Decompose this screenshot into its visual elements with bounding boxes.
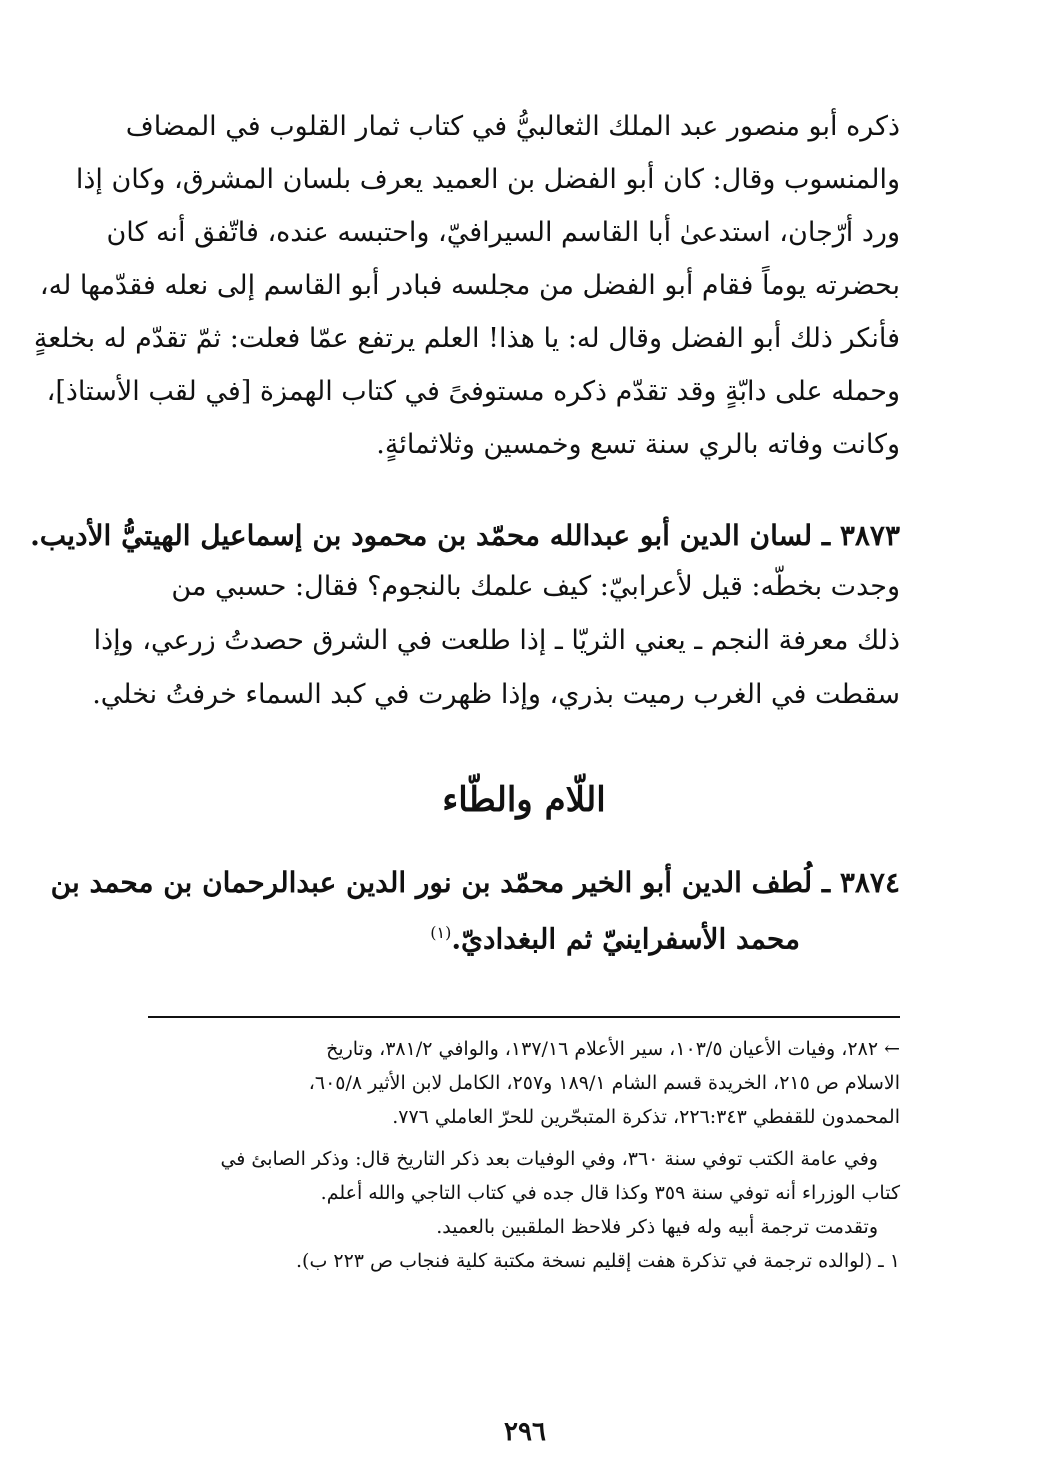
entry-heading-continuation <box>148 908 900 958</box>
entry-heading: ٣٨٧٤ ـ لُطف الدين أبو الخير محمّد بن نور الدين عبدالرحمان بن محمد بن <box>50 866 900 899</box>
page-number: ٢٩٦ <box>504 1417 546 1447</box>
text-line: سقطت في الغرب رميت بذري، وإذا ظهرت في كبد السماء خرفتُ نخلي. <box>92 679 900 710</box>
entry-heading: ٣٨٧٣ ـ لسان الدين أبو عبدالله محمّد بن محمود بن إسماعيل الهيتيُّ الأديب. <box>30 519 900 552</box>
entry-3873 <box>30 512 900 722</box>
text-line: ذكره أبو منصور عبد الملك الثعالبيُّ في كتاب ثمار القلوب في المضاف <box>125 111 900 142</box>
footnote-line: المحمدون للقفطي ٢٢٦:٣٤٣، تذكرة المتبحّرين للحرّ العاملي ٧٧٦. <box>392 1106 900 1128</box>
text-line: والمنسوب وقال: كان أبو الفضل بن العميد يعرف بلسان المشرق، وكان إذا <box>75 164 900 195</box>
entry-3874 <box>50 858 900 958</box>
footnote-line: كتاب الوزراء أنه توفي سنة ٣٥٩ وكذا قال جده في كتاب التاجي والله أعلم. <box>320 1182 900 1204</box>
continued-biography-paragraph <box>33 100 900 471</box>
footnotes <box>148 1032 900 1278</box>
text-line: وكانت وفاته بالري سنة تسع وخمسين وثلاثمائةٍ. <box>376 429 900 460</box>
section-title: اللّام والطّاء <box>442 780 606 820</box>
text-line: وجدت بخطّه: قيل لأعرابيّ: كيف علمك بالنجوم؟ فقال: حسبي من <box>171 571 900 602</box>
text-line: ذلك معرفة النجم ـ يعني الثريّا ـ إذا طلعت في الشرق حصدتُ زرعي، وإذا <box>93 625 900 656</box>
text-line: بحضرته يوماً فقام أبو الفضل من مجلسه فبادر أبو القاسم إلى نعله فقدّمها له، <box>39 270 900 301</box>
footnote-line: وتقدمت ترجمة أبيه وله فيها ذكر فلاحظ الملقبين بالعميد. <box>436 1216 878 1238</box>
text-line: فأنكر ذلك أبو الفضل وقال له: يا هذا! العلم يرتفع عمّا فعلت: ثمّ تقدّم له بخلعةٍ <box>33 323 900 354</box>
footnote-reference: (١) <box>430 923 452 942</box>
footnote-line: الاسلام ص ٢١٥، الخريدة قسم الشام ١٨٩/١ و٢٥٧، الكامل لابن الأثير ٦٠٥/٨، <box>308 1072 900 1094</box>
footnote-line: ← ٢٨٢، وفيات الأعيان ١٠٣/٥، سير الأعلام ١٣٧/١٦، والوافي ٣٨١/٢، وتاريخ <box>326 1038 900 1060</box>
footnote-line: وفي عامة الكتب توفي سنة ٣٦٠، وفي الوفيات بعد ذكر التاريخ قال: وذكر الصابئ في <box>220 1148 878 1170</box>
text-line: وحمله على دابّةٍ وقد تقدّم ذكره مستوفىً في كتاب الهمزة [في لقب الأستاذ]، <box>46 376 900 407</box>
footnote-note-1: ١ ـ (لوالده ترجمة في تذكرة هفت إقليم نسخة مكتبة كلية فنجاب ص ٢٢٣ ب). <box>296 1250 900 1272</box>
entry-heading-text: محمد الأسفراينيّ ثم البغداديّ. <box>451 922 800 956</box>
footnote-divider <box>148 1016 900 1018</box>
text-line: ورد أرّجان، استدعىٰ أبا القاسم السيرافيّ، واحتبسه عنده، فاتّفق أنه كان <box>106 217 900 248</box>
